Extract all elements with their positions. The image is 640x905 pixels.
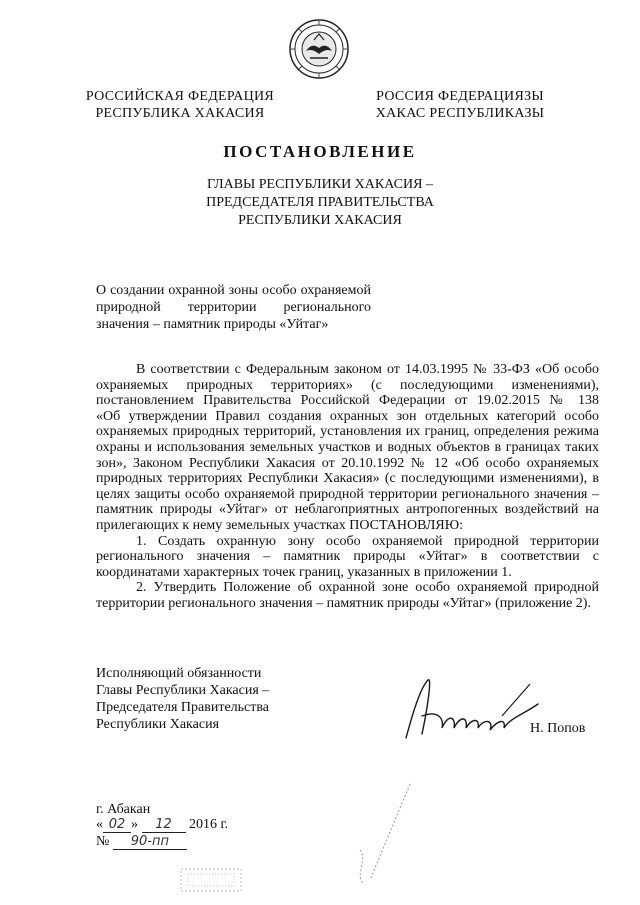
subject-line-3: значения – памятник природы «Уйтаг»	[96, 317, 329, 332]
coat-of-arms-emblem	[288, 18, 350, 80]
body-item-2-line: территории регионального значения – памятник природы «Уйтаг» (приложение 2).	[96, 595, 591, 611]
body-line: постановлением Правительства Российской Федерации от 19.02.2015 № 138	[96, 393, 599, 409]
document-type-title: ПОСТАНОВЛЕНИЕ	[223, 142, 417, 161]
signatory-line-4: Республики Хакасия	[96, 717, 220, 732]
handwritten-signature	[398, 676, 548, 746]
header-right-line-1: РОССИЯ ФЕДЕРАЦИЯЗЫ	[376, 89, 544, 104]
number-prefix: №	[96, 834, 110, 849]
document-body	[96, 362, 599, 612]
date-day: 02	[103, 817, 131, 833]
header-left-line-2: РЕСПУБЛИКА ХАКАСИЯ	[95, 106, 265, 121]
header-left-line-1: РОССИЙСКАЯ ФЕДЕРАЦИЯ	[85, 89, 275, 104]
pencil-mark	[330, 780, 420, 890]
body-line: прилегающих к нему земельных участках ПОСТАНОВЛЯЮ:	[96, 517, 464, 533]
body-item-1-line: координатами характерных точек границ, указанных в приложении 1.	[96, 564, 512, 580]
issue-place: г. Абакан	[96, 802, 151, 817]
number-value: 90-пп	[113, 834, 187, 850]
signatory-line-2: Главы Республики Хакасия –	[96, 683, 270, 698]
body-line: природных территориях Республики Хакасия» (с последующими изменениями), в	[96, 471, 599, 487]
body-line: зон», Законом Республики Хакасия от 20.10.1992 № 12 «Об особо охраняемых	[96, 455, 599, 471]
body-line: охраняемых природных территориях» (с последующими изменениями),	[96, 377, 599, 393]
date-month: 12	[142, 817, 186, 833]
document-issuer	[120, 176, 520, 230]
signatory-position	[96, 665, 269, 733]
subject-line-2: природной территории регионального	[96, 300, 371, 315]
issue-date: « 02 » 12 2016 г.	[96, 817, 229, 832]
header-right-block	[360, 88, 560, 122]
body-line: целях защиты особо охраняемой природной территории регионального значения –	[96, 486, 599, 502]
document-subject	[96, 282, 371, 333]
header-right-line-2: ХАКАС РЕСПУБЛИКАЗЫ	[375, 106, 545, 121]
body-line: памятник природы «Уйтаг» от неблагоприятных антропогенных воздействий на	[96, 502, 599, 518]
issuer-line-3: РЕСПУБЛИКИ ХАКАСИЯ	[238, 213, 402, 228]
signatory-line-1: Исполняющий обязанности	[96, 666, 262, 681]
body-line: В соответствии с Федеральным законом от 14.03.1995 № 33-ФЗ «Об особо	[136, 362, 599, 377]
body-line: «Об утверждении Правил создания охранных зон отдельных категорий особо	[96, 408, 599, 424]
signatory-name: Н. Попов	[530, 721, 586, 736]
body-item-2-line: 2. Утвердить Положение об охранной зоне особо охраняемой природной	[136, 580, 599, 596]
subject-line-1: О создании охранной зоны особо охраняемой	[96, 283, 371, 298]
body-line: охраняемых природных территорий, установления их границ, определения режима	[96, 424, 599, 440]
faint-stamp	[180, 868, 242, 892]
issuer-line-2: ПРЕДСЕДАТЕЛЯ ПРАВИТЕЛЬСТВА	[206, 195, 434, 210]
issuer-line-1: ГЛАВЫ РЕСПУБЛИКИ ХАКАСИЯ –	[207, 177, 433, 192]
body-item-1-line: 1. Создать охранную зону особо охраняемой природной территории	[136, 533, 599, 549]
body-line: охраны и использования земельных участков и водных объектов в границах таких	[96, 439, 599, 455]
header-left-block	[80, 88, 280, 122]
date-year: 2016 г.	[189, 817, 229, 832]
document-number	[96, 834, 187, 850]
signatory-line-3: Председателя Правительства	[96, 700, 270, 715]
body-item-1-line: регионального значения – памятник природы «Уйтаг» в соответствии с	[96, 549, 599, 565]
